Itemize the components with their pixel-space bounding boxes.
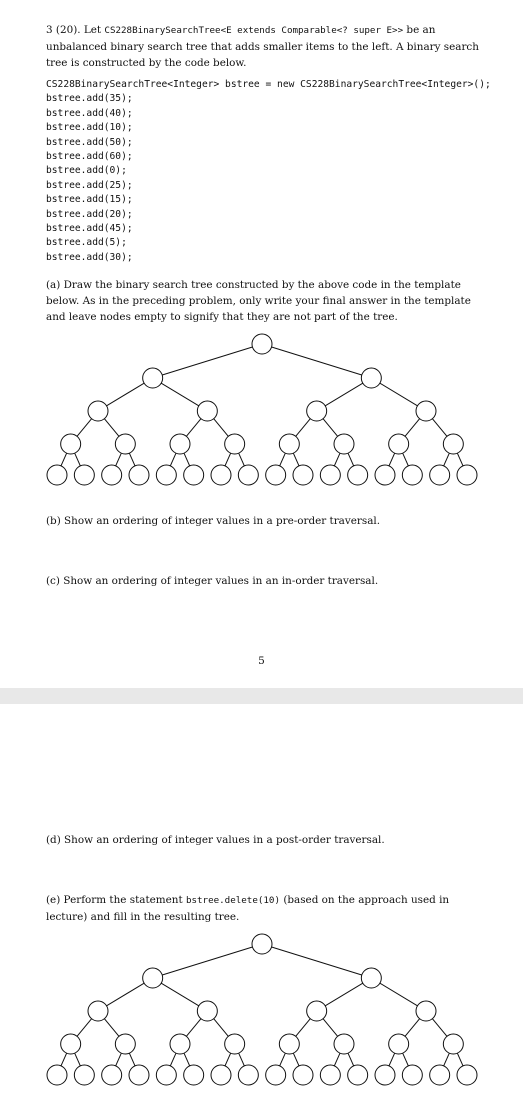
- tree-edge: [162, 947, 252, 975]
- tree-node[interactable]: [197, 401, 217, 421]
- tree-node[interactable]: [238, 465, 258, 485]
- tree-edge: [170, 1053, 176, 1066]
- tree-edge: [389, 453, 395, 466]
- tree-node[interactable]: [443, 434, 463, 454]
- tree-node[interactable]: [184, 1065, 204, 1085]
- tree-edge: [380, 983, 418, 1006]
- tree-edge: [116, 453, 122, 466]
- tree-node[interactable]: [238, 1065, 258, 1085]
- tree-node[interactable]: [211, 1065, 231, 1085]
- code-line: bstree.add(30);: [46, 251, 133, 263]
- tree-node[interactable]: [416, 401, 436, 421]
- tree-node[interactable]: [375, 465, 395, 485]
- tree-edge: [457, 453, 463, 466]
- tree-node[interactable]: [430, 465, 450, 485]
- tree-edge: [186, 1019, 201, 1037]
- tree-edge: [77, 419, 92, 437]
- tree-edge: [161, 383, 199, 406]
- delete-statement: bstree.delete(10): [185, 895, 280, 906]
- tree-edge: [325, 383, 363, 406]
- code-line: bstree.add(35);: [46, 93, 133, 105]
- tree-template-e[interactable]: [0, 930, 523, 1090]
- part-e-suffix: (based on the approach used in lecture) and fill in the resulting tree.: [46, 894, 450, 923]
- tree-node[interactable]: [252, 934, 272, 954]
- tree-edge: [107, 983, 145, 1006]
- tree-node[interactable]: [334, 434, 354, 454]
- tree-node[interactable]: [143, 968, 163, 988]
- tree-edge: [116, 1053, 122, 1066]
- code-line: bstree.add(15);: [46, 194, 133, 206]
- tree-template-a[interactable]: [0, 330, 523, 490]
- tree-node[interactable]: [307, 401, 327, 421]
- code-block: [46, 78, 491, 265]
- tree-node[interactable]: [74, 465, 94, 485]
- tree-edge: [239, 453, 245, 466]
- tree-edge: [280, 453, 286, 466]
- tree-edge: [432, 419, 447, 437]
- tree-edge: [77, 1019, 92, 1037]
- tree-edge: [170, 453, 176, 466]
- part-e-prompt: [46, 892, 486, 925]
- tree-node[interactable]: [88, 1001, 108, 1021]
- tree-node[interactable]: [320, 465, 340, 485]
- tree-edge: [334, 1053, 340, 1066]
- code-line: bstree.add(50);: [46, 136, 133, 148]
- tree-node[interactable]: [61, 434, 81, 454]
- tree-node[interactable]: [307, 1001, 327, 1021]
- tree-edge: [104, 1019, 119, 1037]
- tree-edge: [161, 983, 199, 1006]
- tree-edge: [107, 383, 145, 406]
- tree-edge: [184, 1053, 190, 1066]
- tree-edge: [162, 347, 252, 375]
- part-d-prompt: (d) Show an ordering of integer values in a post-order traversal.: [46, 834, 385, 846]
- tree-node[interactable]: [88, 401, 108, 421]
- tree-edge: [323, 1019, 338, 1037]
- tree-node[interactable]: [279, 1034, 299, 1054]
- tree-edge: [334, 453, 340, 466]
- tree-edge: [129, 1053, 135, 1066]
- tree-edge: [325, 983, 363, 1006]
- tree-node[interactable]: [348, 1065, 368, 1085]
- tree-node[interactable]: [74, 1065, 94, 1085]
- tree-edge: [225, 1053, 231, 1066]
- tree-node[interactable]: [402, 1065, 422, 1085]
- tree-node[interactable]: [170, 1034, 190, 1054]
- tree-node[interactable]: [443, 1034, 463, 1054]
- tree-node[interactable]: [225, 434, 245, 454]
- tree-node[interactable]: [47, 1065, 67, 1085]
- code-line: bstree.add(20);: [46, 208, 133, 220]
- tree-node[interactable]: [129, 1065, 149, 1085]
- tree-node[interactable]: [211, 465, 231, 485]
- tree-edge: [293, 1053, 299, 1066]
- code-line: bstree.add(45);: [46, 223, 133, 235]
- tree-node[interactable]: [430, 1065, 450, 1085]
- tree-edge: [296, 419, 311, 437]
- tree-edge: [272, 947, 362, 975]
- tree-edge: [61, 453, 67, 466]
- part-e-prefix: (e) Perform the statement: [46, 894, 183, 906]
- part-b-prompt: (b) Show an ordering of integer values in a pre-order traversal.: [46, 515, 381, 527]
- tree-node[interactable]: [197, 1001, 217, 1021]
- tree-node[interactable]: [47, 465, 67, 485]
- tree-node[interactable]: [266, 465, 286, 485]
- tree-node[interactable]: [457, 465, 477, 485]
- tree-node[interactable]: [225, 1034, 245, 1054]
- page-separator: [0, 688, 523, 704]
- tree-node[interactable]: [320, 1065, 340, 1085]
- part-a-prompt: (a) Draw the binary search tree constructed by the above code in the template below. As in the preceding problem, only write your final answer in the template and leave nodes empty to signify that they are not part of the tree.: [46, 279, 471, 323]
- tree-edge: [403, 1053, 409, 1066]
- tree-edge: [405, 419, 420, 437]
- code-line: CS228BinarySearchTree<Integer> bstree = new CS228BinarySearchTree<Integer>();: [46, 79, 491, 90]
- tree-edge: [457, 1053, 463, 1066]
- tree-edge: [293, 453, 299, 466]
- tree-node[interactable]: [252, 334, 272, 354]
- code-line: bstree.add(10);: [46, 122, 133, 134]
- tree-node[interactable]: [170, 434, 190, 454]
- code-line: bstree.add(40);: [46, 107, 133, 119]
- tree-node[interactable]: [361, 368, 381, 388]
- tree-node[interactable]: [115, 1034, 135, 1054]
- tree-edge: [444, 1053, 450, 1066]
- tree-node[interactable]: [375, 1065, 395, 1085]
- tree-node[interactable]: [389, 434, 409, 454]
- tree-node[interactable]: [61, 1034, 81, 1054]
- tree-node[interactable]: [102, 1065, 122, 1085]
- class-signature: CS228BinarySearchTree<E extends Comparable<? super E>>: [104, 25, 404, 36]
- tree-edge: [380, 383, 418, 406]
- tree-edge: [348, 1053, 354, 1066]
- tree-node[interactable]: [266, 1065, 286, 1085]
- intro-text-1: Let: [83, 24, 102, 36]
- question-number: 3 (20).: [46, 24, 81, 36]
- tree-edge: [272, 347, 362, 375]
- tree-node[interactable]: [416, 1001, 436, 1021]
- tree-edge: [296, 1019, 311, 1037]
- tree-edge: [403, 453, 409, 466]
- tree-edge: [214, 419, 229, 437]
- tree-node[interactable]: [129, 465, 149, 485]
- tree-node[interactable]: [348, 465, 368, 485]
- tree-node[interactable]: [184, 465, 204, 485]
- tree-edge: [129, 453, 135, 466]
- tree-edge: [75, 1053, 81, 1066]
- code-line: bstree.add(25);: [46, 179, 133, 191]
- intro-text-2: be an unbalanced binary search tree that adds smaller items to the left. A binary search tree is constructed by the code below.: [46, 24, 479, 69]
- tree-edge: [75, 453, 81, 466]
- tree-edge: [186, 419, 201, 437]
- tree-edge: [323, 419, 338, 437]
- tree-edge: [214, 1019, 229, 1037]
- tree-edge: [239, 1053, 245, 1066]
- part-c-prompt: (c) Show an ordering of integer values in an in-order traversal.: [46, 575, 379, 587]
- tree-node[interactable]: [334, 1034, 354, 1054]
- tree-node[interactable]: [361, 968, 381, 988]
- tree-node[interactable]: [156, 1065, 176, 1085]
- tree-edge: [432, 1019, 447, 1037]
- tree-node[interactable]: [402, 465, 422, 485]
- question-3-intro: [46, 22, 486, 71]
- tree-node[interactable]: [115, 434, 135, 454]
- tree-node[interactable]: [457, 1065, 477, 1085]
- tree-edge: [61, 1053, 67, 1066]
- tree-edge: [405, 1019, 420, 1037]
- tree-edge: [280, 1053, 286, 1066]
- code-line: bstree.add(60);: [46, 151, 133, 163]
- tree-node[interactable]: [279, 434, 299, 454]
- tree-edge: [184, 453, 190, 466]
- tree-node[interactable]: [102, 465, 122, 485]
- tree-node[interactable]: [293, 1065, 313, 1085]
- tree-node[interactable]: [389, 1034, 409, 1054]
- code-line: bstree.add(5);: [46, 237, 127, 249]
- page-number: 5: [258, 655, 265, 667]
- tree-edge: [225, 453, 231, 466]
- tree-edge: [444, 453, 450, 466]
- exam-page-6: [0, 704, 523, 1101]
- tree-node[interactable]: [156, 465, 176, 485]
- tree-node[interactable]: [143, 368, 163, 388]
- code-line: bstree.add(0);: [46, 165, 127, 177]
- tree-edge: [348, 453, 354, 466]
- tree-node[interactable]: [293, 465, 313, 485]
- tree-edge: [104, 419, 119, 437]
- tree-edge: [389, 1053, 395, 1066]
